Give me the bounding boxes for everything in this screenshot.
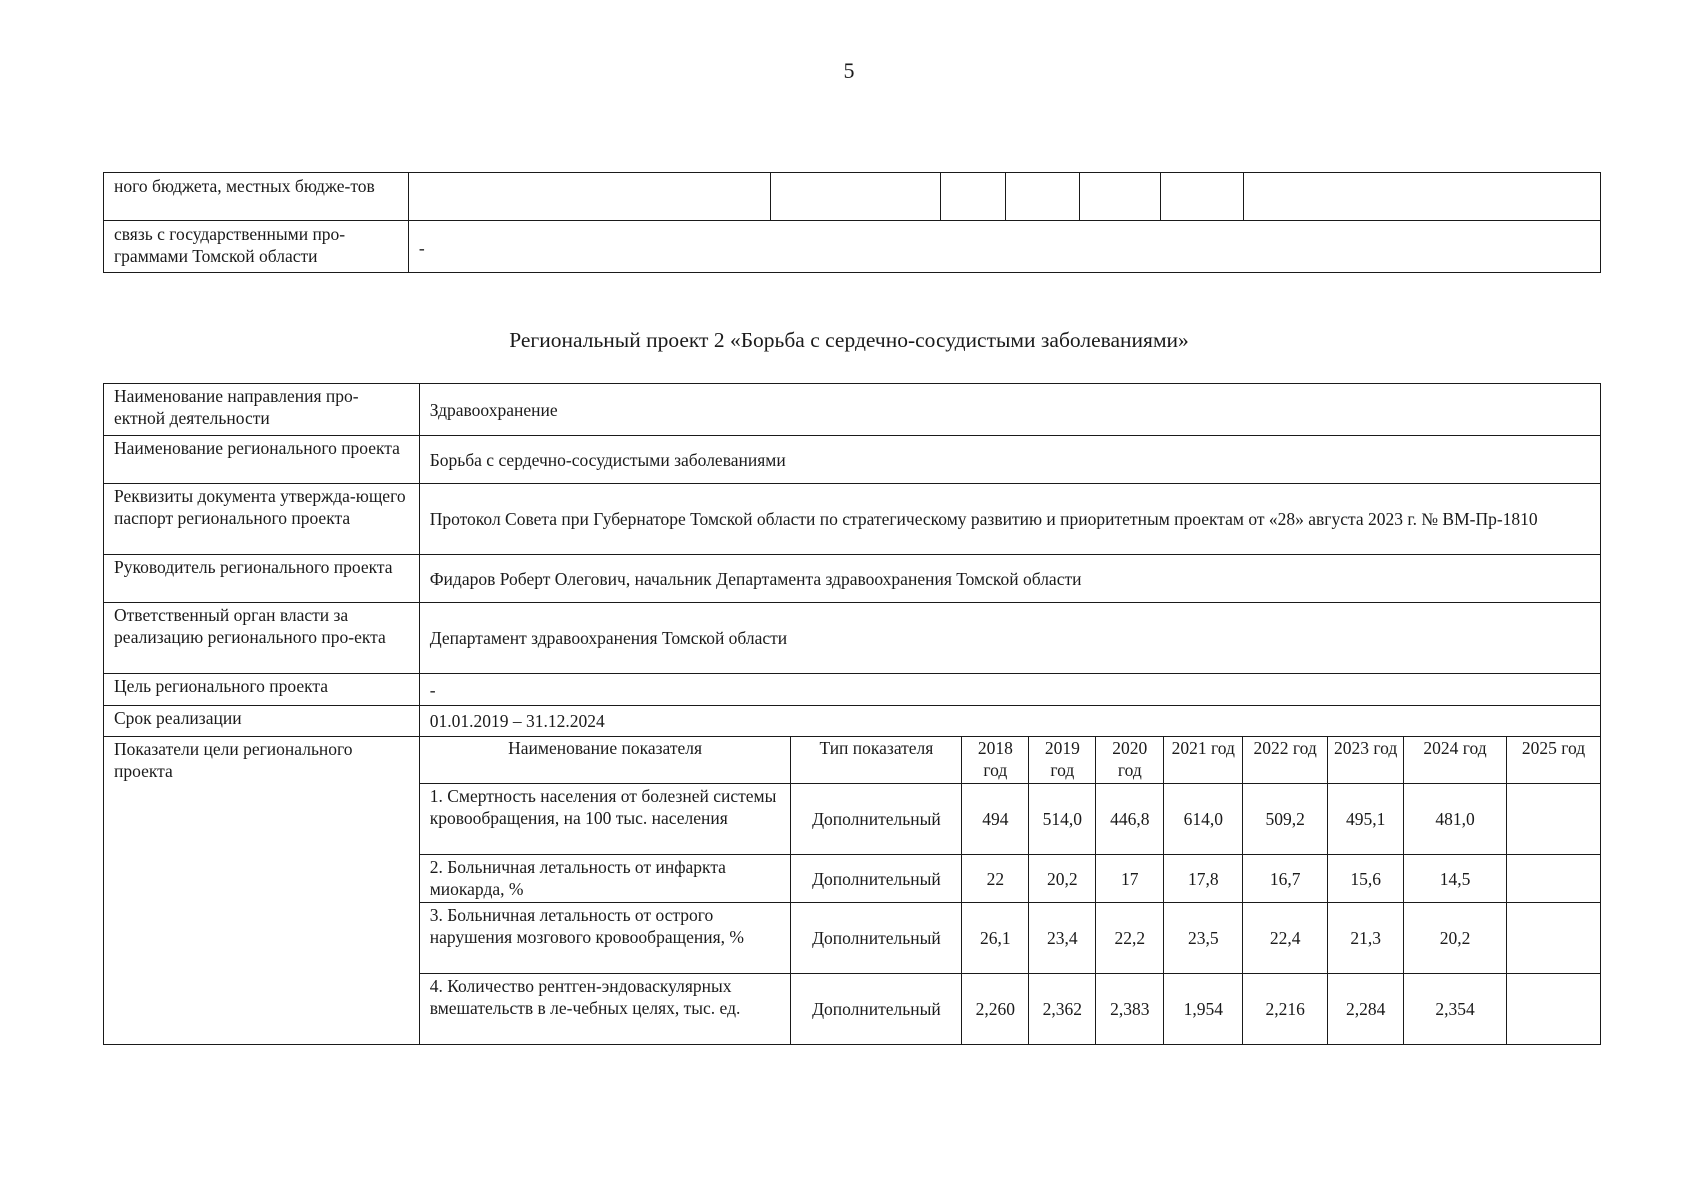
indicator-value [1507, 903, 1601, 974]
indicator-value: 26,1 [962, 903, 1029, 974]
indicator-value: 20,2 [1404, 903, 1507, 974]
indicator-value: 20,2 [1029, 855, 1096, 903]
row-term [104, 706, 1601, 737]
indicator-value [1507, 974, 1601, 1045]
term-value: 01.01.2019 – 31.12.2024 [419, 706, 1600, 737]
indicator-type-header: Тип показателя [791, 737, 962, 784]
row-project-name [104, 436, 1601, 484]
indicator-name: 2. Больничная летальность от инфаркта миокарда, % [419, 855, 791, 903]
row-authority [104, 603, 1601, 674]
indicator-type: Дополнительный [791, 974, 962, 1045]
indicator-value [1507, 784, 1601, 855]
indicator-value: 15,6 [1328, 855, 1404, 903]
goal-value: - [419, 674, 1600, 706]
indicator-value: 22,2 [1096, 903, 1164, 974]
indicator-value: 494 [962, 784, 1029, 855]
indicator-type: Дополнительный [791, 784, 962, 855]
year-header: 2023 год [1328, 737, 1404, 784]
document-label: Реквизиты документа утвержда-ющего паспорт регионального проекта [104, 484, 420, 555]
head-value: Фидаров Роберт Олегович, начальник Департамента здравоохранения Томской области [419, 555, 1600, 603]
indicators-header-row [104, 737, 1601, 784]
authority-value: Департамент здравоохранения Томской области [419, 603, 1600, 674]
continuation-table [103, 172, 1601, 273]
term-label: Срок реализации [104, 706, 420, 737]
indicator-name-header: Наименование показателя [419, 737, 791, 784]
indicator-value: 22,4 [1243, 903, 1328, 974]
indicator-value: 2,354 [1404, 974, 1507, 1045]
indicator-value [1507, 855, 1601, 903]
page-number: 5 [843, 58, 855, 83]
indicators-label: Показатели цели регионального проекта [104, 737, 420, 1045]
indicator-value: 23,4 [1029, 903, 1096, 974]
year-header: 2019 год [1029, 737, 1096, 784]
section-title: Региональный проект 2 «Борьба с сердечно-сосудистыми заболеваниями» [509, 328, 1189, 352]
project-name-value: Борьба с сердечно-сосудистыми заболеваниями [419, 436, 1600, 484]
indicator-value: 481,0 [1404, 784, 1507, 855]
indicator-value: 614,0 [1164, 784, 1243, 855]
programs-label: связь с государственными про-граммами Томской области [104, 221, 409, 273]
indicator-type: Дополнительный [791, 855, 962, 903]
indicator-value: 16,7 [1243, 855, 1328, 903]
indicator-value: 17 [1096, 855, 1164, 903]
year-header: 2025 год [1507, 737, 1601, 784]
project-passport-table [103, 383, 1601, 1045]
year-header: 2021 год [1164, 737, 1243, 784]
indicator-name: 4. Количество рентген-эндоваскулярных вмешательств в ле-чебных целях, тыс. ед. [419, 974, 791, 1045]
indicator-value: 14,5 [1404, 855, 1507, 903]
indicator-value: 21,3 [1328, 903, 1404, 974]
year-header: 2020 год [1096, 737, 1164, 784]
indicator-value: 17,8 [1164, 855, 1243, 903]
row-document [104, 484, 1601, 555]
indicator-value: 2,284 [1328, 974, 1404, 1045]
indicator-value: 495,1 [1328, 784, 1404, 855]
year-header: 2018 год [962, 737, 1029, 784]
row-goal [104, 674, 1601, 706]
goal-label: Цель регионального проекта [104, 674, 420, 706]
year-header: 2024 год [1404, 737, 1507, 784]
continuation-row-programs [104, 221, 1601, 273]
row-direction [104, 384, 1601, 436]
direction-label: Наименование направления про-ектной деятельности [104, 384, 420, 436]
indicator-value: 2,260 [962, 974, 1029, 1045]
indicator-value: 1,954 [1164, 974, 1243, 1045]
indicator-value: 2,383 [1096, 974, 1164, 1045]
continuation-row-budget [104, 173, 1601, 221]
budget-label: ного бюджета, местных бюдже-тов [104, 173, 409, 221]
indicator-type: Дополнительный [791, 903, 962, 974]
indicator-value: 22 [962, 855, 1029, 903]
indicator-value: 514,0 [1029, 784, 1096, 855]
indicator-name: 3. Больничная летальность от острого нарушения мозгового кровообращения, % [419, 903, 791, 974]
indicator-value: 446,8 [1096, 784, 1164, 855]
direction-value: Здравоохранение [419, 384, 1600, 436]
programs-value: - [408, 221, 1600, 273]
indicator-name: 1. Смертность населения от болезней системы кровообращения, на 100 тыс. населения [419, 784, 791, 855]
authority-label: Ответственный орган власти за реализацию регионального про-екта [104, 603, 420, 674]
indicator-value: 2,362 [1029, 974, 1096, 1045]
project-name-label: Наименование регионального проекта [104, 436, 420, 484]
indicator-value: 509,2 [1243, 784, 1328, 855]
year-header: 2022 год [1243, 737, 1328, 784]
head-label: Руководитель регионального проекта [104, 555, 420, 603]
document-value: Протокол Совета при Губернаторе Томской области по стратегическому развитию и приоритетным проектам от «28» августа 2023 г. № ВМ-Пр-1810 [419, 484, 1600, 555]
indicator-value: 2,216 [1243, 974, 1328, 1045]
row-head [104, 555, 1601, 603]
indicator-value: 23,5 [1164, 903, 1243, 974]
